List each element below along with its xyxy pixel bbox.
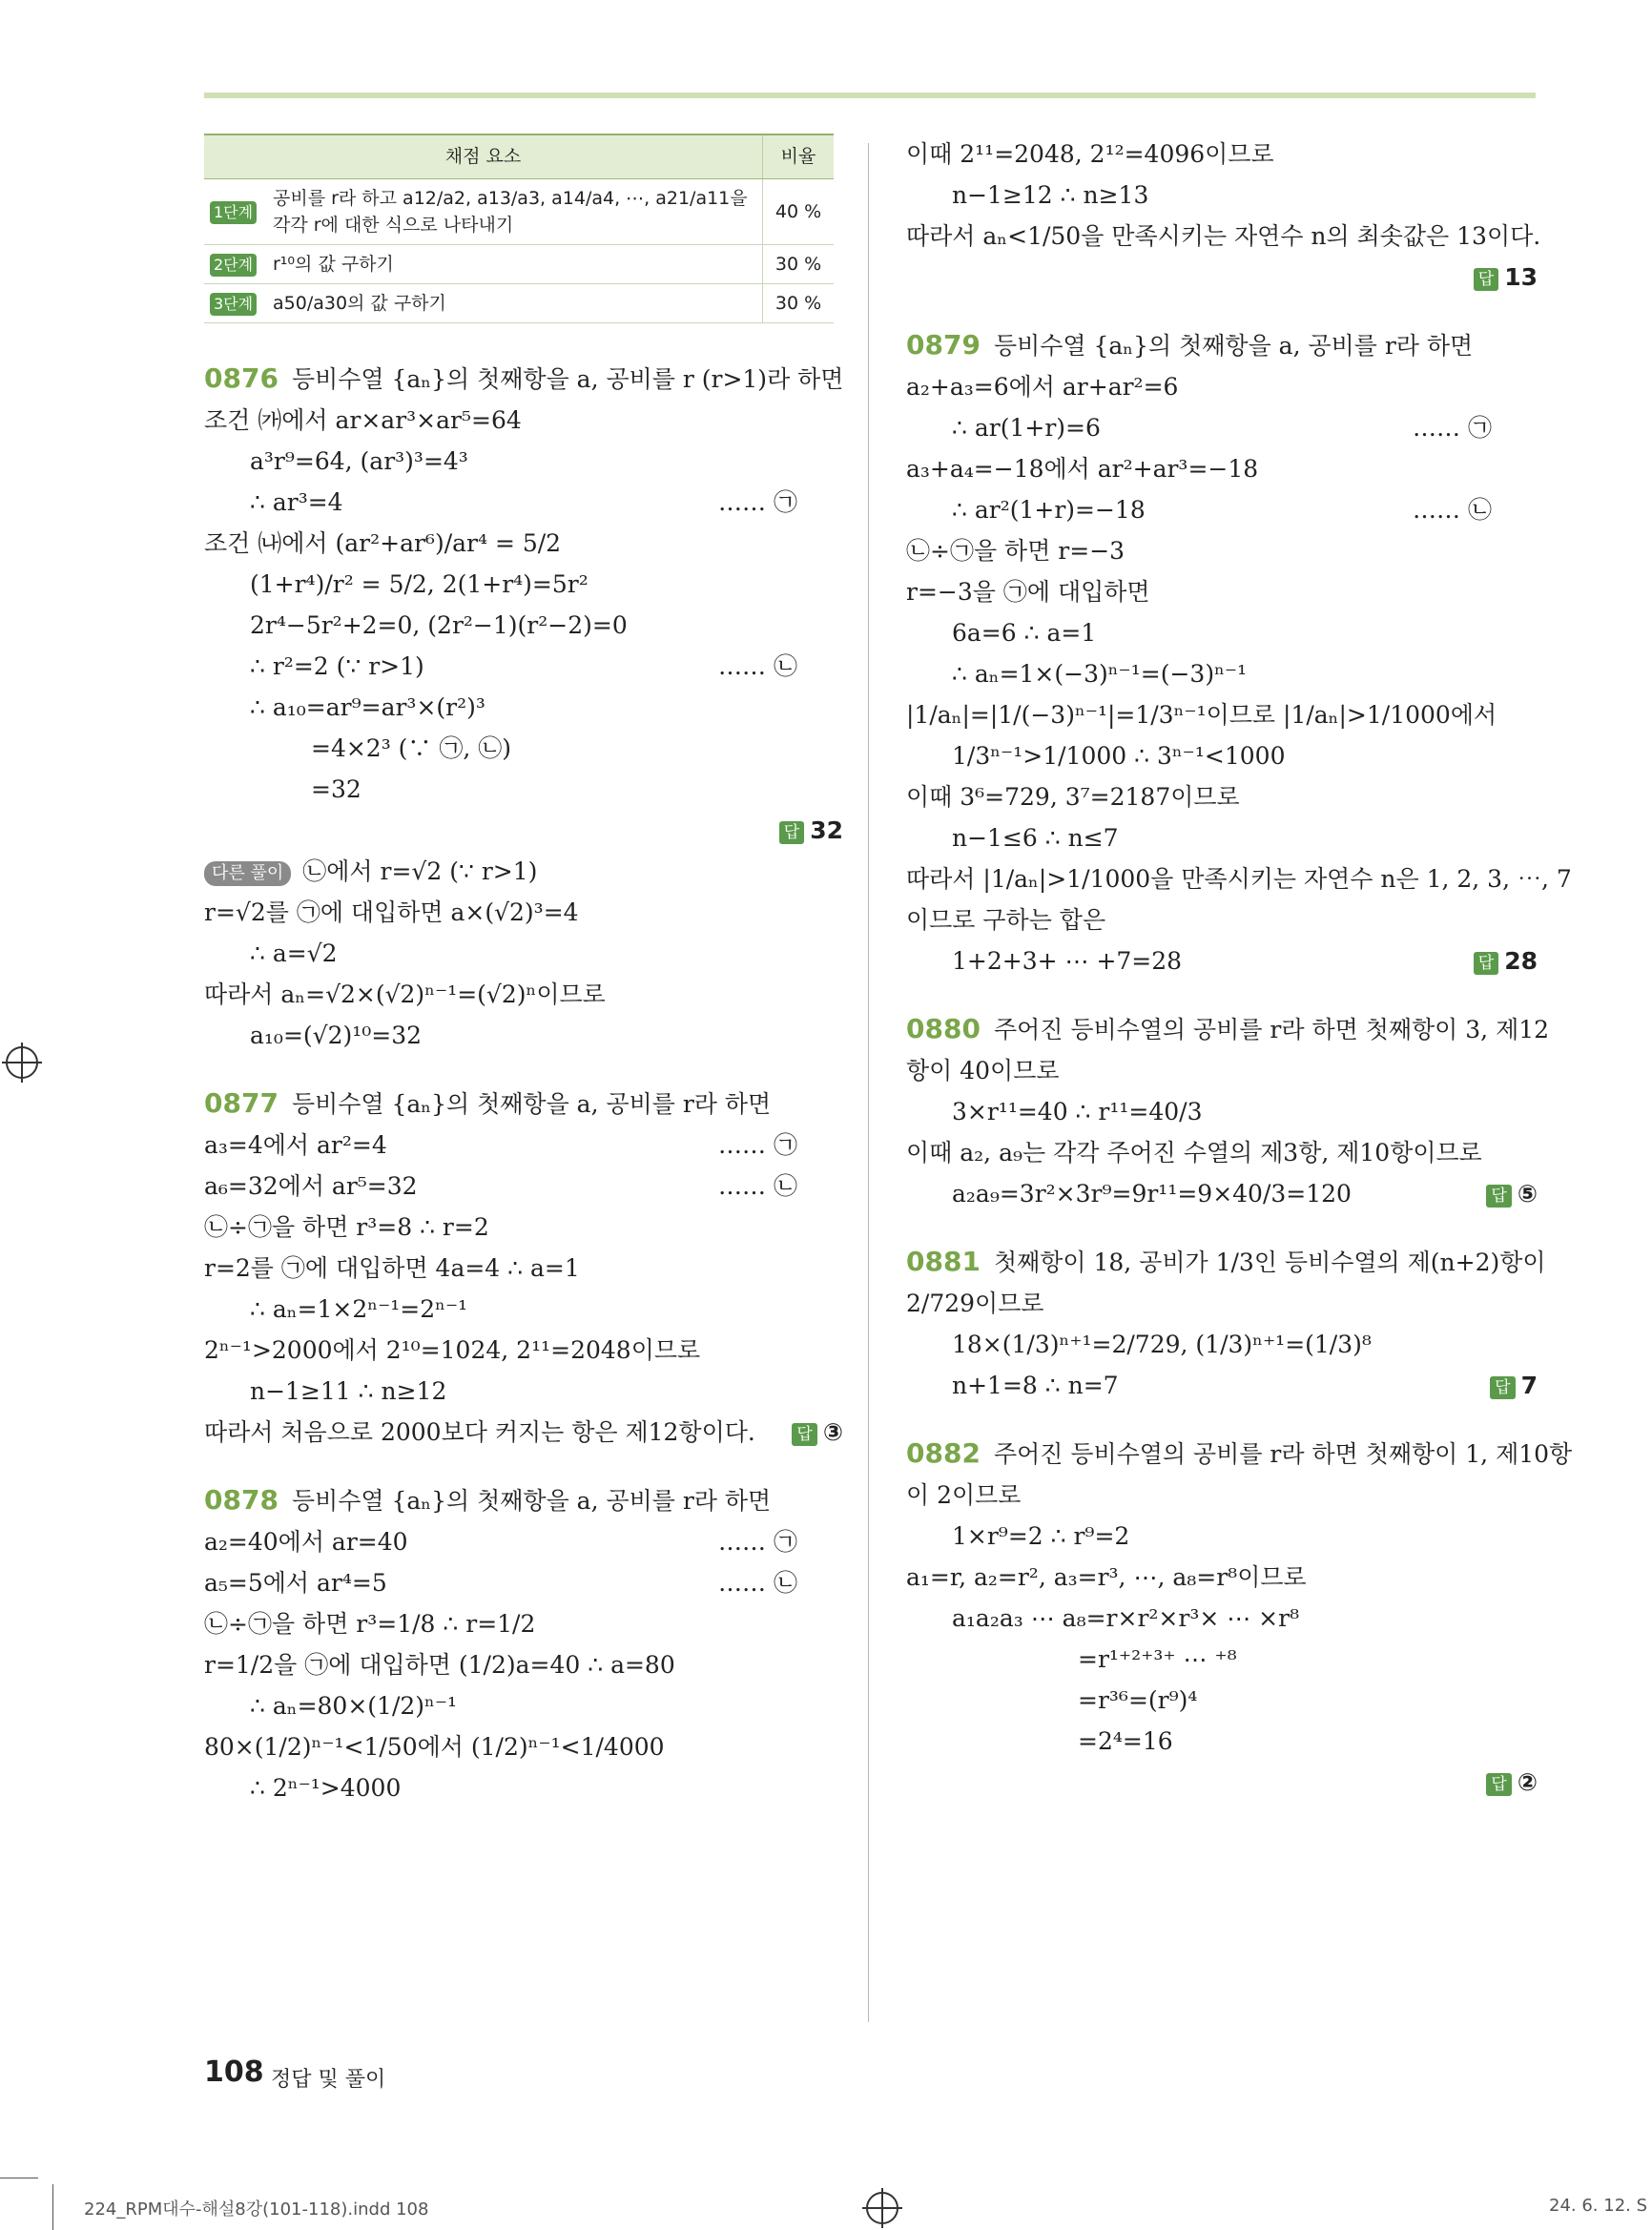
solution-line: ∴ ar³=4 <box>250 488 343 516</box>
solution-line: 2r⁴−5r²+2=0, (2r²−1)(r²−2)=0 <box>250 611 628 639</box>
solution-line: (1+r⁴)/r² = 5/2, 2(1+r⁴)=5r² <box>250 570 589 598</box>
solution-line: 2/729이므로 <box>906 1290 1044 1317</box>
solution-line: 2ⁿ⁻¹>2000에서 2¹⁰=1024, 2¹¹=2048이므로 <box>204 1336 701 1364</box>
solution-line: 주어진 등비수열의 공비를 r라 하면 첫째항이 3, 제12 <box>993 1016 1550 1043</box>
answer-value: 28 <box>1504 947 1538 975</box>
problem-0878 <box>204 1479 843 1808</box>
solution-line: 이므로 구하는 합은 <box>906 906 1106 934</box>
solution-line: 항이 40이므로 <box>906 1057 1060 1084</box>
equation-mark: …… ㉠ <box>718 488 797 516</box>
solution-line: =r³⁶=(r⁹)⁴ <box>1078 1686 1198 1714</box>
table-row <box>204 245 834 284</box>
solution-line: 첫째항이 18, 공비가 1/3인 등비수열의 제(n+2)항이 <box>993 1249 1546 1276</box>
solution-line: 따라서 처음으로 2000보다 커지는 항은 제12항이다. <box>204 1418 755 1446</box>
solution-line: r=1/2을 ㉠에 대입하면 (1/2)a=40 ∴ a=80 <box>204 1651 675 1679</box>
solution-line: 주어진 등비수열의 공비를 r라 하면 첫째항이 1, 제10항 <box>993 1440 1573 1468</box>
score-element: a50/a30의 값 구하기 <box>267 284 763 323</box>
solution-line: a₁₀=(√2)¹⁰=32 <box>250 1022 423 1049</box>
score-header-rate: 비율 <box>763 134 835 179</box>
solution-line: 3×r¹¹=40 ∴ r¹¹=40/3 <box>952 1098 1203 1125</box>
score-rate: 30 % <box>763 284 835 323</box>
step-badge: 2단계 <box>210 254 257 277</box>
solution-line: 80×(1/2)ⁿ⁻¹<1/50에서 (1/2)ⁿ⁻¹<1/4000 <box>204 1733 665 1761</box>
column-divider <box>868 143 869 2022</box>
solution-line: a₂+a₃=6에서 ar+ar²=6 <box>906 373 1179 401</box>
date-slug: 24. 6. 12. S <box>1549 2196 1648 2216</box>
problem-number: 0877 <box>204 1087 279 1119</box>
solution-line: ∴ 2ⁿ⁻¹>4000 <box>250 1774 402 1802</box>
problem-0876 <box>204 358 843 1056</box>
solution-line: r=−3을 ㉠에 대입하면 <box>906 578 1150 606</box>
answer-value: ③ <box>822 1418 843 1446</box>
solution-line: n+1=8 ∴ n=7 <box>952 1372 1119 1399</box>
answer-value: 13 <box>1504 263 1538 291</box>
solution-line: |1/aₙ|=|1/(−3)ⁿ⁻¹|=1/3ⁿ⁻¹이므로 |1/aₙ|>1/1000에서 <box>906 701 1497 729</box>
solution-line: 등비수열 {aₙ}의 첫째항을 a, 공비를 r라 하면 <box>291 1090 772 1118</box>
equation-mark: …… ㉠ <box>718 1528 797 1556</box>
solution-line: r=2를 ㉠에 대입하면 4a=4 ∴ a=1 <box>204 1254 580 1282</box>
problem-number: 0880 <box>906 1013 981 1044</box>
solution-line: 18×(1/3)ⁿ⁺¹=2/729, (1/3)ⁿ⁺¹=(1/3)⁸ <box>952 1331 1372 1358</box>
solution-line: 등비수열 {aₙ}의 첫째항을 a, 공비를 r라 하면 <box>993 332 1474 360</box>
solution-line: 등비수열 {aₙ}의 첫째항을 a, 공비를 r라 하면 <box>291 1487 772 1515</box>
answer-value: 32 <box>810 816 843 844</box>
table-row <box>204 179 834 245</box>
answer-value: 7 <box>1520 1372 1538 1399</box>
answer-value: ② <box>1517 1768 1538 1796</box>
solution-line: 6a=6 ∴ a=1 <box>952 619 1097 647</box>
solution-line: 이때 2¹¹=2048, 2¹²=4096이므로 <box>906 140 1274 168</box>
solution-line: 이 2이므로 <box>906 1481 1022 1509</box>
score-element: r¹⁰의 값 구하기 <box>267 245 763 284</box>
score-rate: 30 % <box>763 245 835 284</box>
score-table <box>204 134 834 323</box>
answer-badge: 답 <box>1486 1185 1511 1208</box>
solution-line: ∴ aₙ=1×2ⁿ⁻¹=2ⁿ⁻¹ <box>250 1295 468 1323</box>
problem-number: 0878 <box>204 1484 279 1516</box>
score-header-element: 채점 요소 <box>204 134 763 179</box>
solution-line: =2⁴=16 <box>1078 1727 1173 1755</box>
solution-line: ㉡÷㉠을 하면 r=−3 <box>906 537 1125 565</box>
solution-line: =32 <box>311 775 361 803</box>
equation-mark: …… ㉡ <box>718 652 797 680</box>
solution-line: a₃=4에서 ar²=4 <box>204 1131 387 1159</box>
answer-badge: 답 <box>1474 268 1498 291</box>
solution-line: ∴ aₙ=1×(−3)ⁿ⁻¹=(−3)ⁿ⁻¹ <box>952 660 1248 688</box>
problem-number: 0879 <box>906 329 981 361</box>
solution-line: n−1≤6 ∴ n≤7 <box>952 824 1119 852</box>
solution-line: 이때 3⁶=729, 3⁷=2187이므로 <box>906 783 1240 811</box>
solution-line: a₁a₂a₃ ⋯ a₈=r×r²×r³× ⋯ ×r⁸ <box>952 1604 1300 1632</box>
problem-number: 0876 <box>204 362 279 394</box>
page-label: 정답 및 풀이 <box>271 2068 386 2092</box>
solution-line: 조건 ㈎에서 ar×ar³×ar⁵=64 <box>204 406 522 434</box>
registration-mark-icon <box>6 1046 38 1079</box>
equation-mark: …… ㉠ <box>718 1131 797 1159</box>
answer-value: ⑤ <box>1517 1180 1538 1208</box>
solution-line: n−1≥11 ∴ n≥12 <box>250 1377 447 1405</box>
solution-line: a³r⁹=64, (ar³)³=4³ <box>250 447 468 475</box>
problem-0882 <box>906 1433 1573 1803</box>
registration-mark-icon <box>866 2192 898 2224</box>
solution-line: a₃+a₄=−18에서 ar²+ar³=−18 <box>906 455 1259 483</box>
solution-line: =4×2³ (∵ ㉠, ㉡) <box>311 734 512 762</box>
equation-mark: …… ㉡ <box>718 1172 797 1200</box>
solution-line: 따라서 aₙ<1/50을 만족시키는 자연수 n의 최솟값은 13이다. <box>906 222 1541 250</box>
solution-line: 1×r⁹=2 ∴ r⁹=2 <box>952 1522 1130 1550</box>
solution-line: 조건 ㈏에서 (ar²+ar⁶)/ar⁴ = 5/2 <box>204 529 562 557</box>
solution-line: ∴ r²=2 (∵ r>1) <box>250 652 424 680</box>
answer-badge: 답 <box>1490 1376 1515 1399</box>
solution-line: 이때 a₂, a₉는 각각 주어진 수열의 제3항, 제10항이므로 <box>906 1139 1482 1167</box>
page-number: 108 <box>204 2055 264 2089</box>
score-element: 공비를 r라 하고 a12/a2, a13/a3, a14/a4, ⋯, a21/a11을 각각 r에 대한 식으로 나타내기 <box>267 179 763 245</box>
solution-line: ∴ aₙ=80×(1/2)ⁿ⁻¹ <box>250 1692 458 1720</box>
solution-line: 1+2+3+ ⋯ +7=28 <box>952 947 1183 975</box>
crop-mark <box>52 2184 53 2230</box>
solution-line: 1/3ⁿ⁻¹>1/1000 ∴ 3ⁿ⁻¹<1000 <box>952 742 1286 770</box>
problem-0879 <box>906 324 1572 981</box>
problem-0881 <box>906 1241 1546 1406</box>
solution-line: a₅=5에서 ar⁴=5 <box>204 1569 387 1597</box>
solution-line: =r¹⁺²⁺³⁺ ⋯ ⁺⁸ <box>1078 1645 1237 1673</box>
file-slug: 224_RPM대수-해설8강(101-118).indd 108 <box>84 2199 429 2220</box>
solution-line: 따라서 aₙ=√2×(√2)ⁿ⁻¹=(√2)ⁿ이므로 <box>204 981 606 1008</box>
solution-line: ∴ a=√2 <box>250 939 338 967</box>
answer-badge: 답 <box>792 1423 816 1446</box>
solution-line: ㉡에서 r=√2 (∵ r>1) <box>302 857 538 885</box>
solution-line: r=√2를 ㉠에 대입하면 a×(√2)³=4 <box>204 898 579 926</box>
step-badge: 1단계 <box>210 201 257 224</box>
step-badge: 3단계 <box>210 293 257 316</box>
solution-line: a₁=r, a₂=r², a₃=r³, ⋯, a₈=r⁸이므로 <box>906 1563 1307 1591</box>
solution-line: a₆=32에서 ar⁵=32 <box>204 1172 418 1200</box>
solution-line: ㉡÷㉠을 하면 r³=1/8 ∴ r=1/2 <box>204 1610 536 1638</box>
answer-badge: 답 <box>779 821 804 844</box>
table-row <box>204 284 834 323</box>
score-rate: 40 % <box>763 179 835 245</box>
solution-line: a₂=40에서 ar=40 <box>204 1528 408 1556</box>
left-column <box>204 134 843 1808</box>
answer-badge: 답 <box>1474 952 1498 975</box>
alt-solution-badge: 다른 풀이 <box>204 861 291 886</box>
problem-0878-continued <box>906 134 1541 298</box>
solution-line: 등비수열 {aₙ}의 첫째항을 a, 공비를 r (r>1)라 하면 <box>291 365 844 393</box>
problem-0877 <box>204 1083 843 1453</box>
equation-mark: …… ㉠ <box>1413 414 1492 442</box>
problem-number: 0881 <box>906 1246 981 1277</box>
equation-mark: …… ㉡ <box>718 1569 797 1597</box>
solution-line: ∴ ar²(1+r)=−18 <box>952 496 1146 524</box>
equation-mark: …… ㉡ <box>1413 496 1492 524</box>
solution-line: n−1≥12 ∴ n≥13 <box>952 181 1149 209</box>
solution-line: ㉡÷㉠을 하면 r³=8 ∴ r=2 <box>204 1213 489 1241</box>
solution-line: a₂a₉=3r²×3r⁹=9r¹¹=9×40/3=120 <box>952 1180 1352 1208</box>
problem-0880 <box>906 1008 1550 1214</box>
solution-line: ∴ a₁₀=ar⁹=ar³×(r²)³ <box>250 693 485 721</box>
solution-line: ∴ ar(1+r)=6 <box>952 414 1101 442</box>
solution-line: 따라서 |1/aₙ|>1/1000을 만족시키는 자연수 n은 1, 2, 3, ⋯, 7 <box>906 865 1572 893</box>
answer-badge: 답 <box>1486 1773 1511 1796</box>
top-rule <box>204 93 1536 98</box>
right-column <box>906 134 1573 1803</box>
problem-number: 0882 <box>906 1437 981 1469</box>
